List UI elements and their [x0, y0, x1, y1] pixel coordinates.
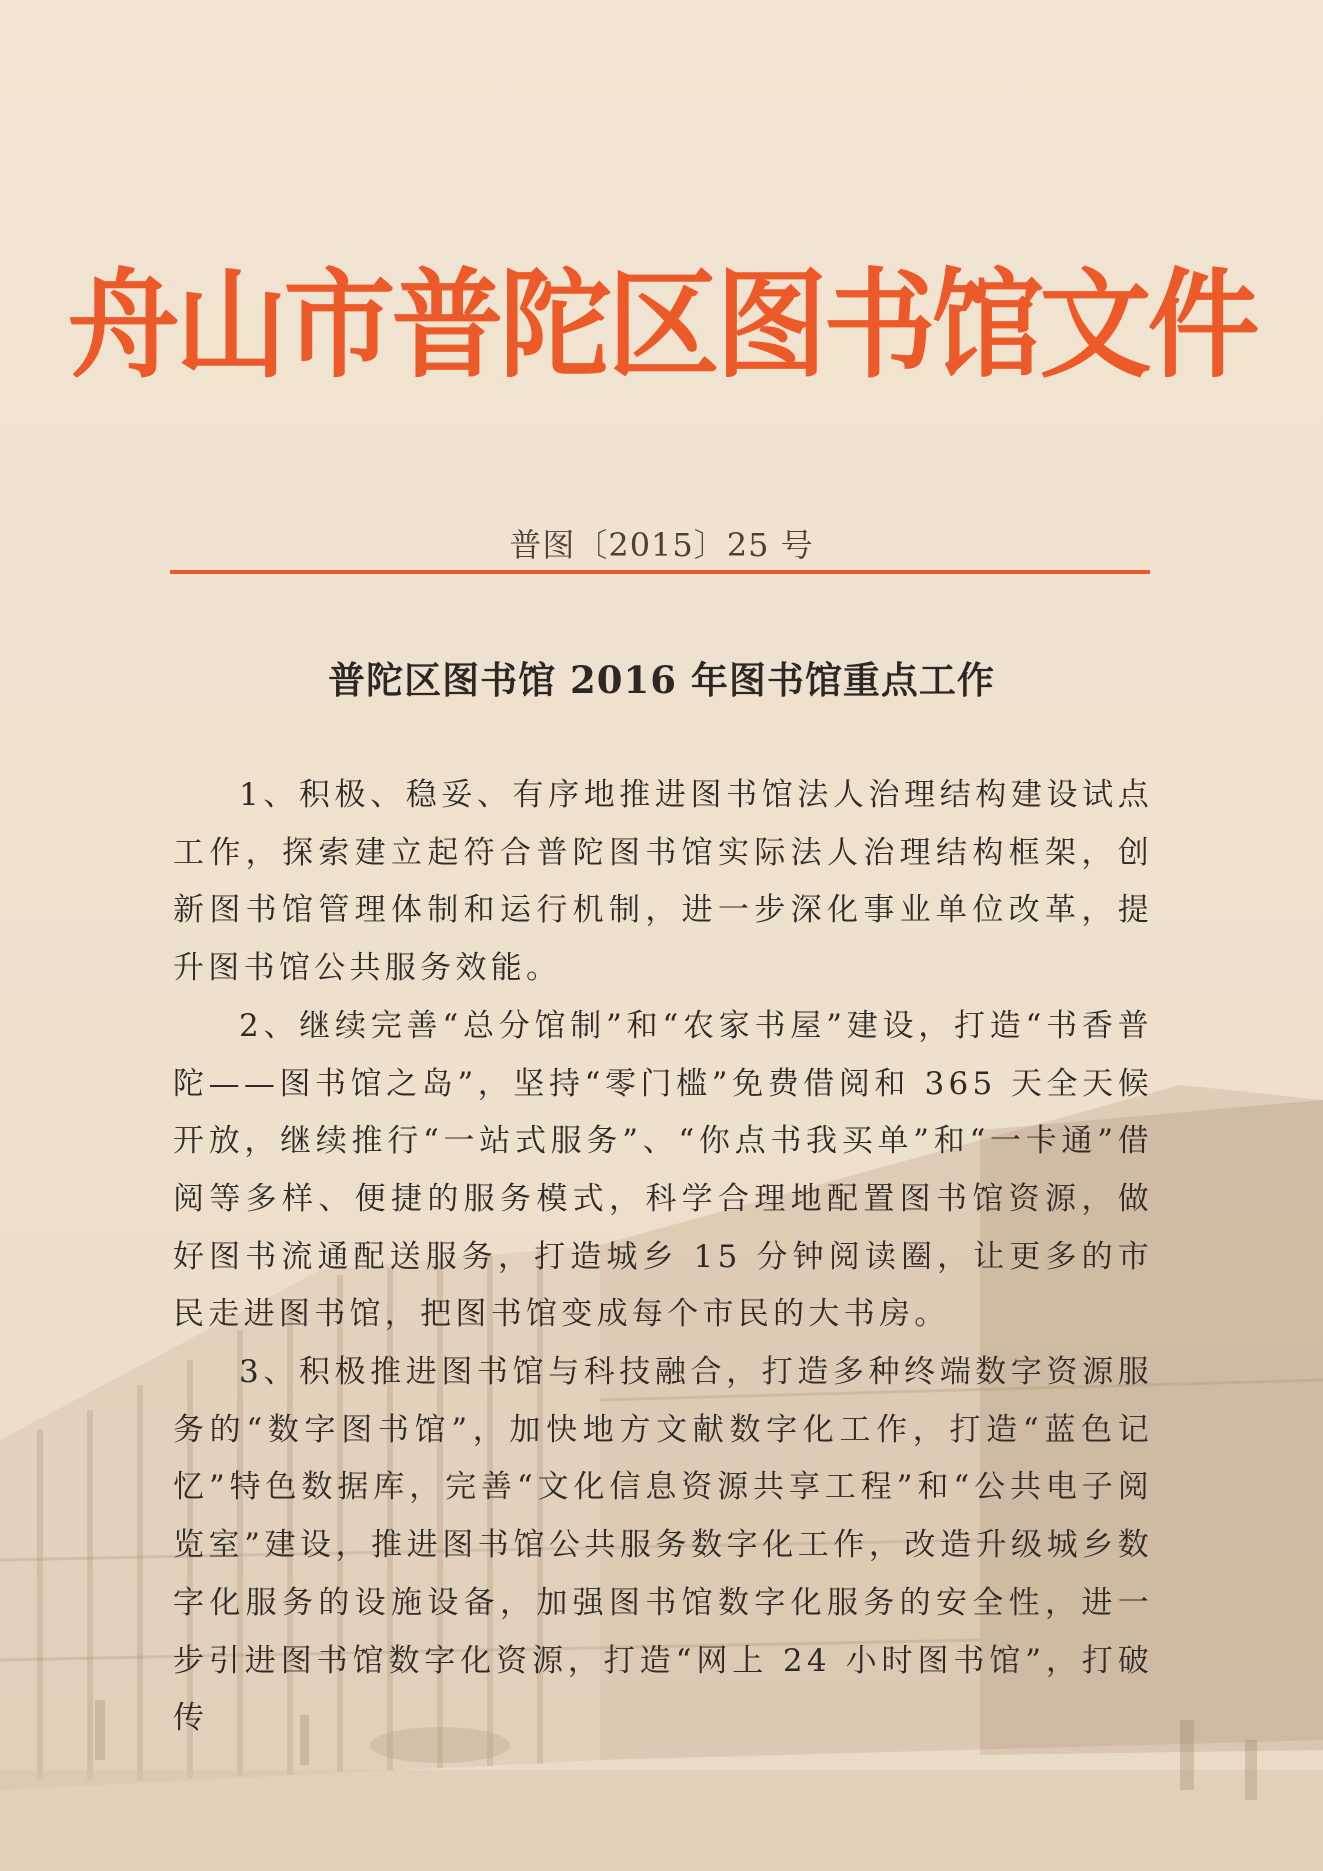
document-body: [173, 767, 1153, 1748]
paragraph: 2、继续完善“总分馆制”和“农家书屋”建设，打造“书香普陀——图书馆之岛”，坚持“零门槛”免费借阅和 365 天全天候开放，继续推行“一站式服务”、“你点书我买单”和“一卡通”借阅等多样、便捷的服务模式，科学合理地配置图书馆资源，做好图书流通配送服务，打造城乡 15 分钟阅读圈，让更多的市民走进图书馆，把图书馆变成每个市民的大书房。: [173, 1007, 1153, 1333]
document-title: 普陀区图书馆 2016 年图书馆重点工作: [328, 658, 995, 702]
document-number: 普图〔2015〕25 号: [509, 526, 814, 564]
paragraph: 3、积极推进图书馆与科技融合，打造多种终端数字资源服务的“数字图书馆”，加快地方文献数字化工作，打造“蓝色记忆”特色数据库，完善“文化信息资源共享工程”和“公共电子阅览室”建设，推进图书馆公共服务数字化工作，改造升级城乡数字化服务的设施设备，加强图书馆数字化服务的安全性，进一步引进图书馆数字化资源，打造“网上 24 小时图书馆”，打破传: [173, 1354, 1153, 1737]
red-divider-line: [170, 570, 1150, 574]
paragraph: 1、积极、稳妥、有序地推进图书馆法人治理结构建设试点工作，探索建立起符合普陀图书馆实际法人治理结构框架，创新图书馆管理体制和运行机制，进一步深化事业单位改革，提升图书馆公共服务效能。: [173, 777, 1153, 987]
issuing-authority-header: 舟山市普陀区图书馆文件: [67, 257, 1256, 395]
